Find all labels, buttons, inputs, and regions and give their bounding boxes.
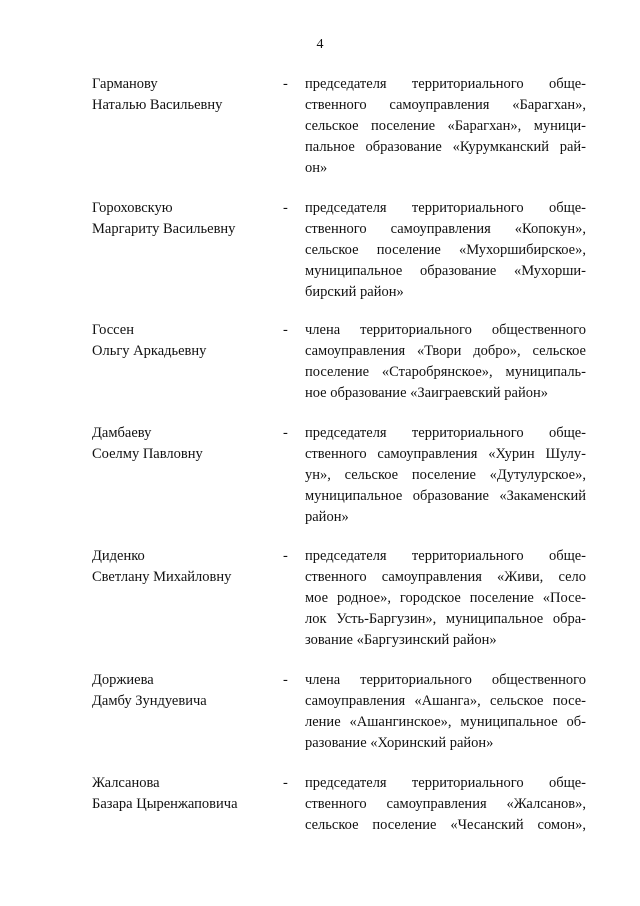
surname: Гарманову (92, 76, 158, 92)
description-line: самоуправления «Ашанга», сельское посе- (305, 693, 586, 709)
given-names: Наталью Васильевну (92, 97, 223, 113)
dash: - (283, 322, 288, 338)
description-line: ственного самоуправления «Хурин Шулу- (305, 446, 586, 462)
description-line: ственного самоуправления «Барагхан», (305, 97, 586, 113)
surname: Госсен (92, 322, 134, 338)
description-line: он» (305, 160, 328, 176)
description-line: члена территориального общественного (305, 322, 586, 338)
dash: - (283, 76, 288, 92)
given-names: Маргариту Васильевну (92, 221, 236, 237)
person-name (92, 546, 282, 588)
dash: - (283, 775, 288, 791)
description-line: бирский район» (305, 284, 404, 300)
surname: Жалсанова (92, 775, 160, 791)
description-line: председателя территориального обще- (305, 76, 586, 92)
description (305, 670, 586, 754)
description-line: председателя территориального обще- (305, 425, 586, 441)
description-line: председателя территориального обще- (305, 200, 586, 216)
given-names: Ольгу Аркадьевну (92, 343, 207, 359)
description-line: зование «Баргузинский район» (305, 632, 497, 648)
description-line: самоуправления «Твори добро», сельское (305, 343, 586, 359)
description-line: ун», сельское поселение «Дутулурское», (305, 467, 586, 483)
surname: Доржиева (92, 672, 154, 688)
description-line: ное образование «Заиграевский район» (305, 385, 548, 401)
person-name (92, 198, 282, 240)
page-number: 4 (316, 37, 324, 52)
person-name (92, 423, 282, 465)
given-names: Дамбу Зундуевича (92, 693, 207, 709)
surname: Дамбаеву (92, 425, 152, 441)
description-line: члена территориального общественного (305, 672, 586, 688)
description-line: ственного самоуправления «Копокун», (305, 221, 586, 237)
description-line: ственного самоуправления «Жалсанов», (305, 796, 586, 812)
description-line: сельское поселение «Мухоршибирское», (305, 242, 586, 258)
description (305, 74, 586, 179)
description-line: председателя территориального обще- (305, 775, 586, 791)
given-names: Базара Цыренжаповича (92, 796, 238, 812)
surname: Гороховскую (92, 200, 173, 216)
surname: Диденко (92, 548, 145, 564)
description (305, 546, 586, 651)
description (305, 198, 586, 303)
description-line: пальное образование «Курумканский рай- (305, 139, 586, 155)
description-line: ственного самоуправления «Живи, село (305, 569, 586, 585)
person-name (92, 74, 282, 116)
description (305, 320, 586, 404)
person-name (92, 773, 282, 815)
description-line: сельское поселение «Чесанский сомон», (305, 817, 586, 833)
dash: - (283, 548, 288, 564)
dash: - (283, 425, 288, 441)
description-line: председателя территориального обще- (305, 548, 586, 564)
description (305, 773, 586, 836)
description-line: сельское поселение «Барагхан», муници- (305, 118, 586, 134)
given-names: Светлану Михайловну (92, 569, 232, 585)
description-line: мое родное», городское поселение «Посе- (305, 590, 586, 606)
description (305, 423, 586, 528)
dash: - (283, 200, 288, 216)
description-line: ление «Ашангинское», муниципальное об- (305, 714, 586, 730)
dash: - (283, 672, 288, 688)
description-line: поселение «Старобрянское», муниципаль- (305, 364, 586, 380)
description-line: разование «Хоринский район» (305, 735, 494, 751)
description-line: район» (305, 509, 349, 525)
description-line: муниципальное образование «Закаменский (305, 488, 586, 504)
person-name (92, 320, 282, 362)
description-line: лок Усть-Баргузин», муниципальное обра- (305, 611, 586, 627)
given-names: Соелму Павловну (92, 446, 203, 462)
person-name (92, 670, 282, 712)
description-line: муниципальное образование «Мухорши- (305, 263, 586, 279)
